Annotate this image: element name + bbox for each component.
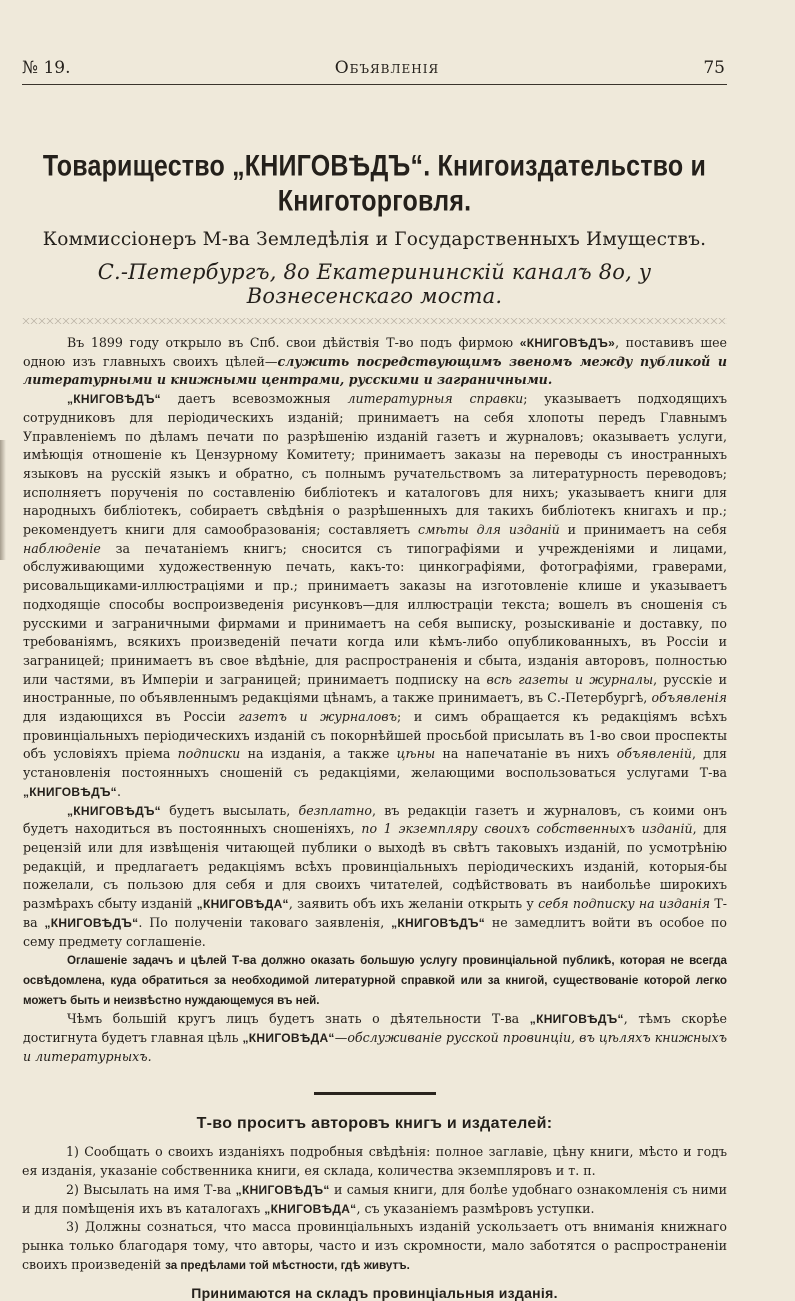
- footer-note: Принимаются на складъ провинціальныя изданія.: [191, 1285, 558, 1301]
- list-item: 3) Должны сознаться, что масса провинціальныхъ изданій ускользаетъ отъ вниманія книжнаго рынка только благодаря тому, что авторы, часто и изъ скромности, мало заботятся о распространеніи своихъ произведеній за предѣлами той мѣстности, гдѣ живутъ.: [22, 1219, 727, 1272]
- list-item: 1) Сообщать о своихъ изданіяхъ подробныя свѣдѣнія: полное заглавіе, цѣну книги, мѣсто и годъ ея изданія, указаніе собственника книги, ея склада, количества экземпляровъ и т. п.: [22, 1144, 727, 1179]
- paragraph-services: „КНИГОВѢДЪ“ даетъ всевозможныя литературныя справки; указываетъ подходящихъ сотрудниковъ для періодическихъ изданій; принимаетъ на себя хлопоты передъ Главнымъ Управленіемъ по дѣламъ печати по разрѣшенію изданій газетъ и журналовъ; оказываетъ услуги, имѣющія отношеніе къ Цензурному Комитету; принимаетъ заказы на переводы съ иностранныхъ языковъ на русскій языкъ и обратно, съ полнымъ ручательствомъ за литературность переводовъ; исполняетъ порученія по составленію библіотекъ и каталоговъ для нихъ; указываетъ книги для народныхъ библіотекъ, собираетъ свѣдѣнія о разрѣшенныхъ для такихъ библіотекъ книгахъ и пр.; рекомендуетъ книги для самообразованія; составляетъ смѣты для изданій и принимаетъ на себя наблюденіе за печатаніемъ книгъ; сносится съ типографіями и учрежденіями и лицами, обслуживающими художественную печать, какъ-то: цинкографіями, фотографіями, граверами, рисовальщиками-иллюстраціями и пр.; принимаетъ заказы на изготовленіе клише и указываетъ подходящіе способы воспроизведенія рисунковъ—для иллюстраціи текста; вошелъ въ сношенія съ русскими и заграничными фирмами и принимаетъ на себя выписку, розыскиваніе и доставку, по требованіямъ, всякихъ произведеній печати когда или кѣмъ-либо опубликованныхъ, въ Россіи и заграницей; принимаетъ въ свое вѣдѣніе, для распространенія и сбыта, изданія авторовъ, полностью или частями, въ Имперіи и заграницей; принимаетъ подписку на всѣ газеты и журналы, русскіе и иностранные, по объявленнымъ редакціями цѣнамъ, а также принимаетъ, въ С.-Петербургѣ, объявленія для издающихся въ Россіи газетъ и журналовъ; и симъ обращается къ редакціямъ всѣхъ провинціальныхъ періодическихъ изданій съ покорнѣйшей просьбой присылать въ 1-во свои проспекты объ условіяхъ пріема подписки на изданія, а также цѣны на напечатаніе въ нихъ объявленій, для установленія постоянныхъ сношеній съ редакціями, желающими воспользоваться услугами Т-ва „КНИГОВѢДЪ“.: [23, 391, 728, 799]
- firm-address: С.-Петербургъ, 8о Екатерининскій каналъ 8о, у Вознесенскаго моста.: [97, 260, 652, 308]
- authors-heading: Т-во проситъ авторовъ книгъ и издателей:: [196, 1115, 553, 1133]
- wavy-divider: [22, 318, 727, 324]
- advertisement-body: [23, 334, 727, 1066]
- newspaper-page: [22, 58, 727, 1301]
- list-item: 2) Высылать на имя Т-ва „КНИГОВѢДЪ“ и самыя книги, для болѣе удобнаго ознакомленія съ ними и для помѣщенія ихъ въ каталогахъ „КНИГОВѢДА“, съ указаніемъ размѣровъ уступки.: [22, 1181, 727, 1216]
- firm-subtitle: Коммиссіонеръ М-ва Земледѣлія и Государственныхъ Имуществъ.: [42, 229, 707, 250]
- page-number: 75: [703, 58, 725, 78]
- paragraph-goal: Чѣмъ большій кругъ лицъ будетъ знать о дѣятельности Т-ва „КНИГОВѢДЪ“, тѣмъ скорѣе достигнута будетъ главная цѣль „КНИГОВѢДА“—обслуживаніе русской провинціи, въ цѣляхъ книжныхъ и литературныхъ.: [23, 1011, 727, 1064]
- firm-title: Товарищество „КНИГОВѢДЪ“. Книгоиздательство и Книготорговля.: [42, 149, 707, 218]
- binding-shadow: [0, 440, 6, 560]
- paragraph-free-copies: „КНИГОВѢДЪ“ будетъ высылать, безплатно, въ редакціи газетъ и журналовъ, съ коими онъ будетъ находиться въ постоянныхъ сношеніяхъ, по 1 экземпляру своихъ собственныхъ изданій, для рецензій или для извѣщенія читающей публики о выходѣ въ свѣтъ таковыхъ изданій, по усмотрѣнію редакцій, и предлагаетъ редакціямъ всѣхъ провинціальныхъ періодическихъ изданій, которыя-бы пожелали, съ пользою для себя и для своихъ читателей, содѣйствовать въ наибольѣе широкихъ размѣрахъ сбыту изданій „КНИГОВѢДА“, заявить объ ихъ желаніи открыть у себя подписку на изданія Т-ва „КНИГОВѢДЪ“. По полученіи таковаго заявленія, „КНИГОВѢДЪ“ не замедлитъ войти въ особое по сему предмету соглашеніе.: [23, 802, 727, 949]
- issue-number: № 19.: [22, 58, 71, 78]
- page-header: [22, 58, 727, 85]
- paragraph-announcement: Оглашеніе задачъ и цѣлей Т-ва должно оказать большую услугу провинціальной публикѣ, которая не всегда освѣдомлена, куда обратиться за необходимой литературной справкой или за книгой, существованіе которой легко можетъ быть и неизвѣстно нуждающемуся въ ней.: [23, 954, 727, 1007]
- paragraph-intro: Въ 1899 году открыло въ Спб. свои дѣйствія Т-во подъ фирмою «КНИГОВѢДЪ», поставивъ шее одною изъ главныхъ своихъ цѣлей—служить посредствующимъ звеномъ между публикой и литературными и книжными центрами, русскими и заграничными.: [23, 335, 727, 388]
- authors-list: [22, 1143, 727, 1275]
- section-rule: [314, 1092, 436, 1095]
- section-title: Объявленія: [334, 58, 440, 78]
